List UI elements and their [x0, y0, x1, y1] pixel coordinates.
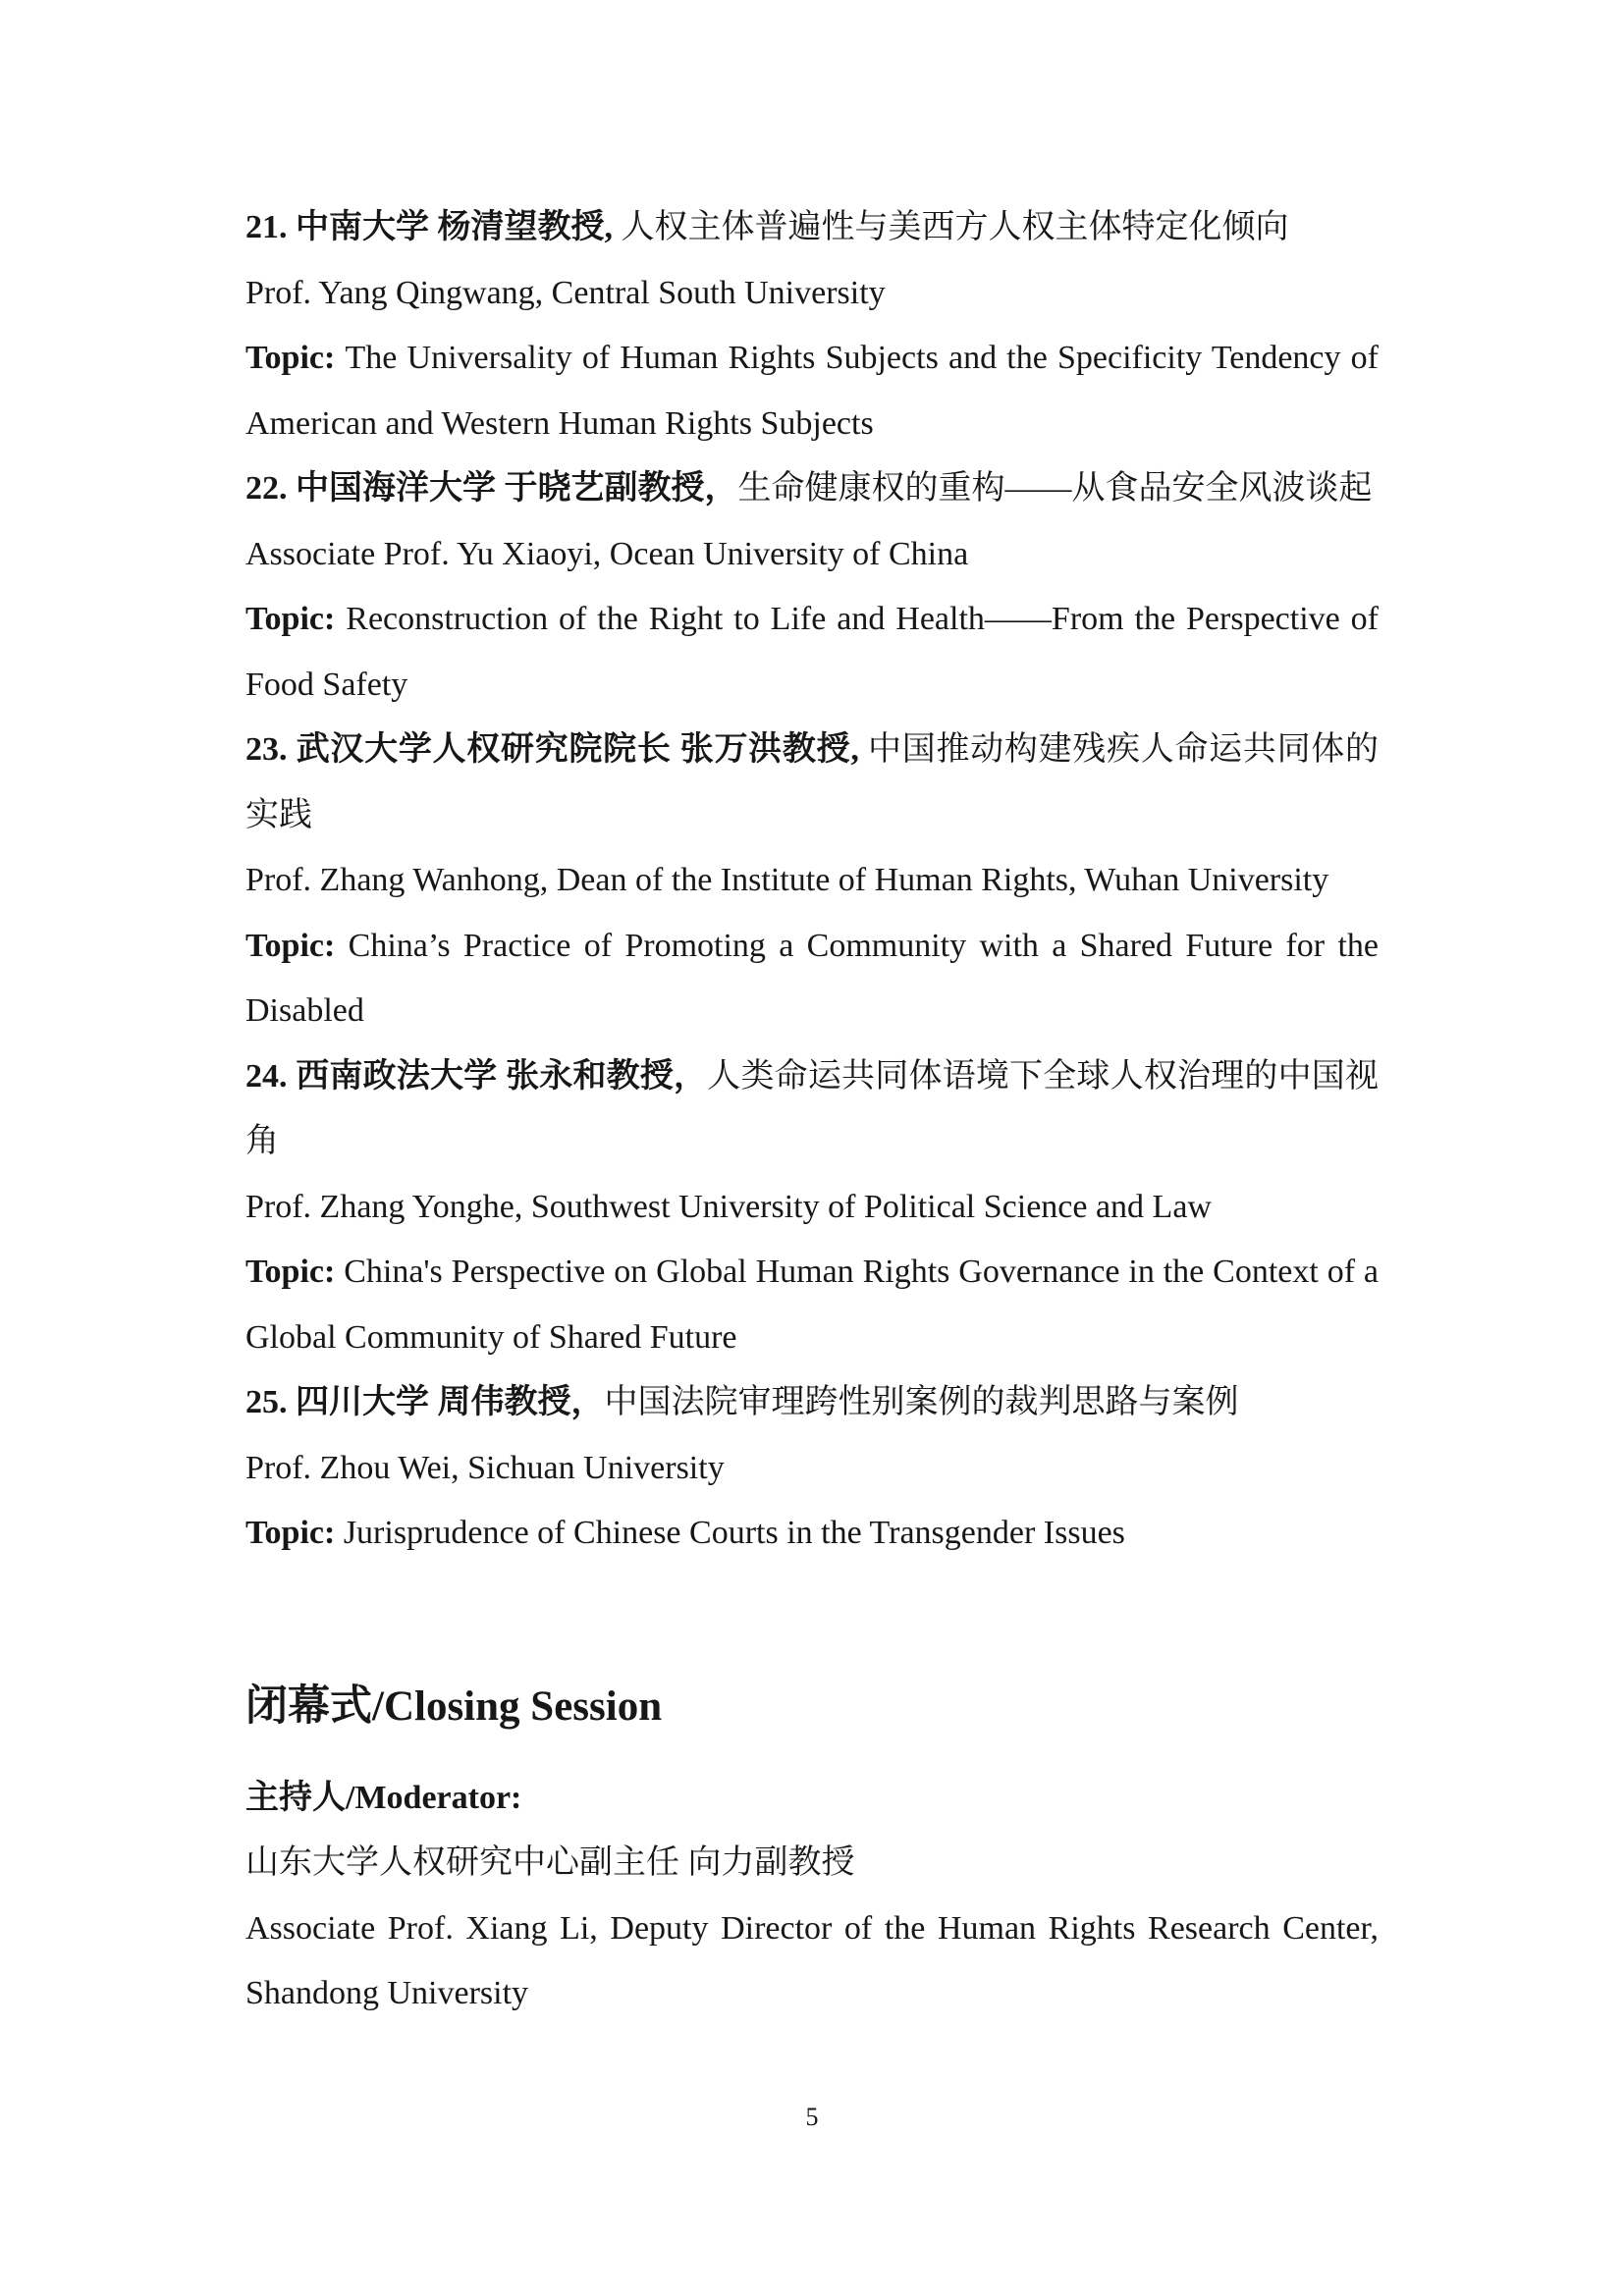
topic-text: China’s Practice of Promoting a Community with a Shared Future for the Disabled [245, 927, 1379, 1029]
item-heading [245, 718, 1379, 848]
closing-session [245, 1672, 1379, 2027]
topic-label: Topic: [245, 927, 349, 964]
item-topic [245, 914, 1379, 1044]
item-speaker-zh: 22. 中国海洋大学 于晓艺副教授， [245, 470, 738, 507]
item-topic [245, 587, 1379, 718]
agenda-item-21 [245, 195, 1379, 456]
item-title-zh: 中国法院审理跨性别案例的裁判思路与案例 [604, 1384, 1239, 1420]
item-heading [245, 195, 1379, 261]
agenda-item-23 [245, 718, 1379, 1044]
agenda-item-22 [245, 456, 1379, 718]
item-speaker-en: Prof. Zhang Yonghe, Southwest University of Political Science and Law [245, 1188, 1212, 1225]
item-topic [245, 326, 1379, 456]
item-speaker-en: Prof. Zhang Wanhong, Dean of the Institute of Human Rights, Wuhan University [245, 862, 1329, 898]
moderator-label: 主持人/Moderator: [245, 1779, 522, 1816]
moderator-name-zh: 山东大学人权研究中心副主任 向力副教授 [245, 1844, 855, 1881]
item-speaker-zh: 21. 中南大学 杨清望教授, [245, 209, 622, 245]
topic-label: Topic: [245, 340, 346, 376]
agenda-item-25 [245, 1370, 1379, 1567]
item-title-zh: 中国推动构建残疾人命运共同体的实践 [245, 731, 1379, 833]
item-speaker-zh: 23. 武汉大学人权研究院院长 张万洪教授, [245, 731, 869, 768]
topic-text: Reconstruction of the Right to Life and Health——From the Perspective of Food Safety [245, 601, 1379, 703]
topic-label: Topic: [245, 1515, 344, 1551]
item-heading [245, 1370, 1379, 1436]
item-speaker-zh: 25. 四川大学 周伟教授， [245, 1384, 605, 1420]
topic-label: Topic: [245, 1254, 345, 1290]
item-speaker-en: Associate Prof. Yu Xiaoyi, Ocean University of China [245, 535, 969, 572]
item-speaker-en: Prof. Zhou Wei, Sichuan University [245, 1449, 725, 1486]
item-speaker-zh: 24. 西南政法大学 张永和教授， [245, 1057, 708, 1095]
topic-text: Jurisprudence of Chinese Courts in the Transgender Issues [343, 1515, 1125, 1551]
item-heading [245, 456, 1379, 522]
item-topic [245, 1240, 1379, 1370]
page-number: 5 [805, 2103, 819, 2131]
moderator-name-en: Associate Prof. Xiang Li, Deputy Director of the Human Rights Research Center, Shandong University [245, 1909, 1379, 2011]
agenda-item-24 [245, 1044, 1379, 1371]
item-heading [245, 1044, 1379, 1175]
topic-text: China's Perspective on Global Human Rights Governance in the Context of a Global Community of Shared Future [245, 1254, 1379, 1356]
item-title-zh: 人权主体普遍性与美西方人权主体特定化倾向 [621, 209, 1289, 245]
topic-label: Topic: [245, 601, 347, 637]
item-topic [245, 1501, 1379, 1567]
item-title-zh: 人类命运共同体语境下全球人权治理的中国视角 [245, 1057, 1380, 1159]
topic-text: The Universality of Human Rights Subjects and the Specificity Tendency of American and Western Human Rights Subjects [245, 340, 1380, 442]
item-title-zh: 生命健康权的重构——从食品安全风波谈起 [737, 470, 1373, 507]
closing-session-title: 闭幕式/Closing Session [245, 1682, 663, 1730]
item-speaker-en: Prof. Yang Qingwang, Central South University [245, 274, 886, 311]
page-content [245, 0, 1379, 2027]
